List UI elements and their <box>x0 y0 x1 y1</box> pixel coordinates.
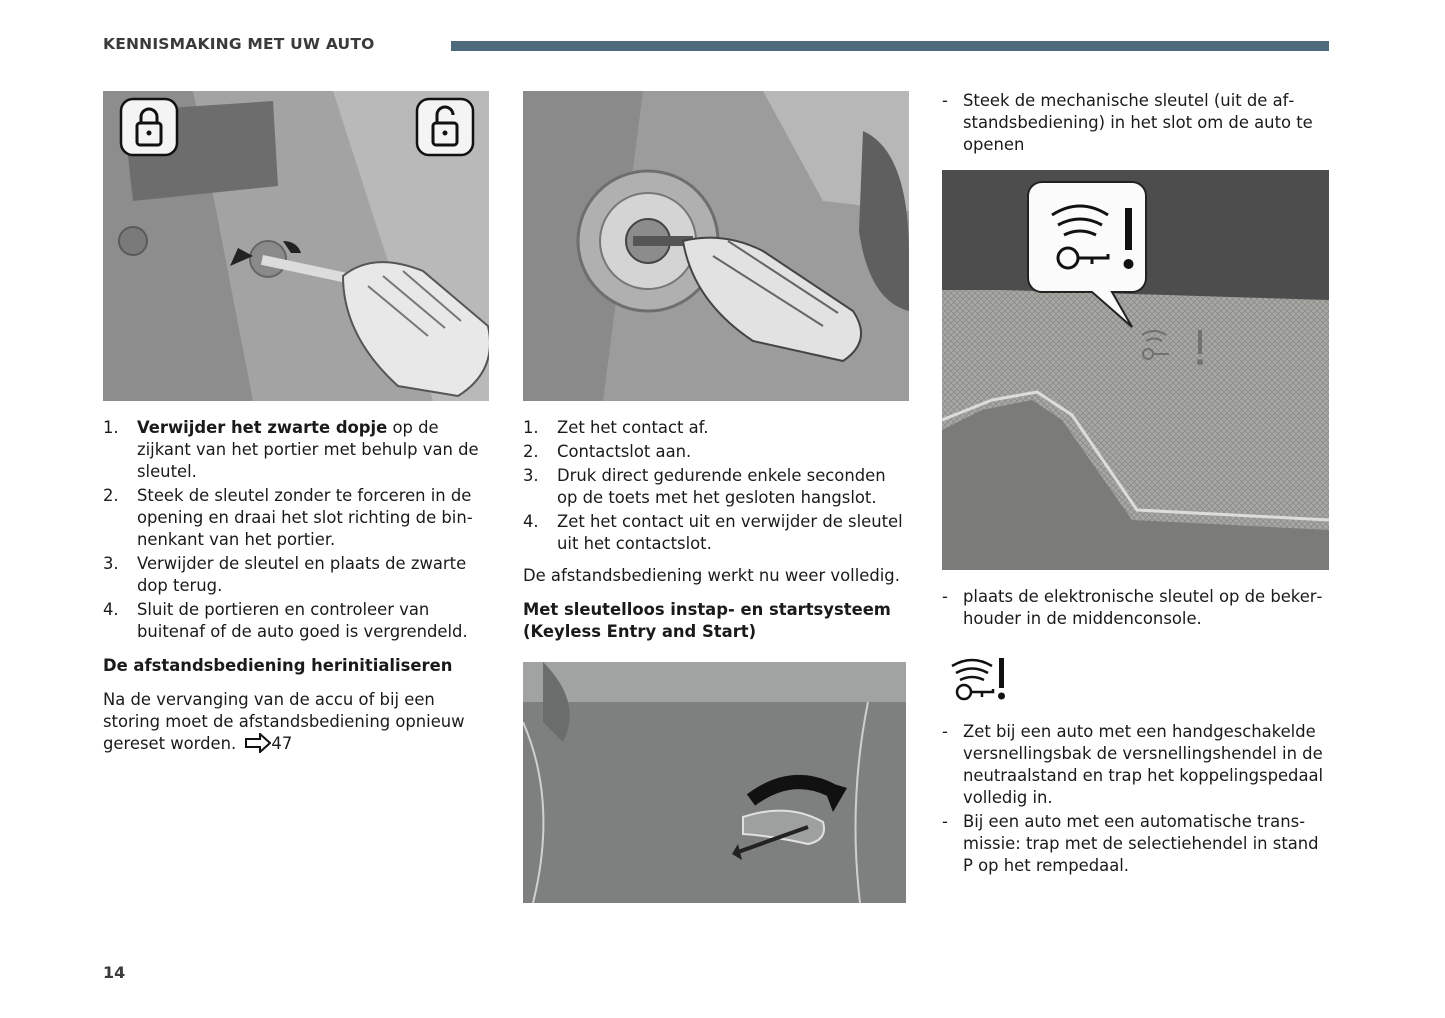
keyless-warning-icon <box>950 654 1010 702</box>
list-item: 3. Druk direct gedurende enkele seconden op de toets met het gesloten hangslot. <box>523 466 886 507</box>
door-lock-steps <box>103 417 489 643</box>
list-item: - Bij een auto met een automatische transmissie: trap met de selectiehendel in stand P op het rempedaal. <box>942 811 1329 877</box>
figure-door-handle <box>523 662 906 903</box>
list-item: - Steek de mechanische sleutel (uit de afstandsbediening) in het slot om de auto te openen <box>942 90 1329 156</box>
list-item: 3. Verwijder de sleutel en plaats de zwarte dop terug. <box>103 554 467 595</box>
subheading-keyless: Met sleutelloos instap- en startsysteem (Keyless Entry and Start) <box>523 600 891 641</box>
page-reference[interactable]: 47 <box>271 734 293 753</box>
arrow-right-outline-icon <box>245 733 271 759</box>
list-item: 1. Verwijder het zwarte dopje op de zijkant van het portier met behulp van de sleutel. <box>103 418 479 481</box>
list-item: 2. Contactslot aan. <box>523 442 692 461</box>
column-right-bottom <box>942 721 1329 879</box>
list-item: 4. Sluit de portieren en controleer van buitenaf of de auto goed is vergrendeld. <box>103 600 468 641</box>
reset-steps <box>523 417 909 555</box>
column-right-top <box>942 90 1329 158</box>
list-item: 2. Steek de sleutel zonder te forceren in de opening en draai het slot richting de binnenkant van het portier. <box>103 486 473 549</box>
list-item: 1. Zet het contact af. <box>523 418 709 437</box>
paragraph-reset: Na de vervanging van de accu of bij een storing moet de afstandsbediening opnieuw gereset worden. 47 <box>103 689 489 759</box>
list-item: - Zet bij een auto met een handgeschakelde versnellingsbak de versnellingshendel in de neutraalstand en trap het koppelingspedaal volledig in. <box>942 721 1329 809</box>
paragraph-remote-works: De afstandsbediening werkt nu weer volledig. <box>523 566 900 585</box>
figure-door-lock <box>103 91 489 401</box>
column-middle <box>523 417 909 643</box>
subheading-reinitialise: De afstandsbediening herinitialiseren <box>103 656 453 675</box>
padlock-closed-icon <box>121 99 177 155</box>
header-bar <box>451 41 1329 51</box>
padlock-open-icon <box>417 99 473 155</box>
column-left <box>103 417 489 759</box>
page-number: 14 <box>103 963 126 982</box>
figure-cup-holder <box>942 170 1329 570</box>
column-right-middle <box>942 586 1329 632</box>
list-item: - plaats de elektronische sleutel op de bekerhouder in de middenconsole. <box>942 586 1329 630</box>
figure-ignition-switch <box>523 91 909 401</box>
section-title: KENNISMAKING MET UW AUTO <box>103 35 375 53</box>
list-item: 4. Zet het contact uit en verwijder de sleutel uit het contactslot. <box>523 512 903 553</box>
